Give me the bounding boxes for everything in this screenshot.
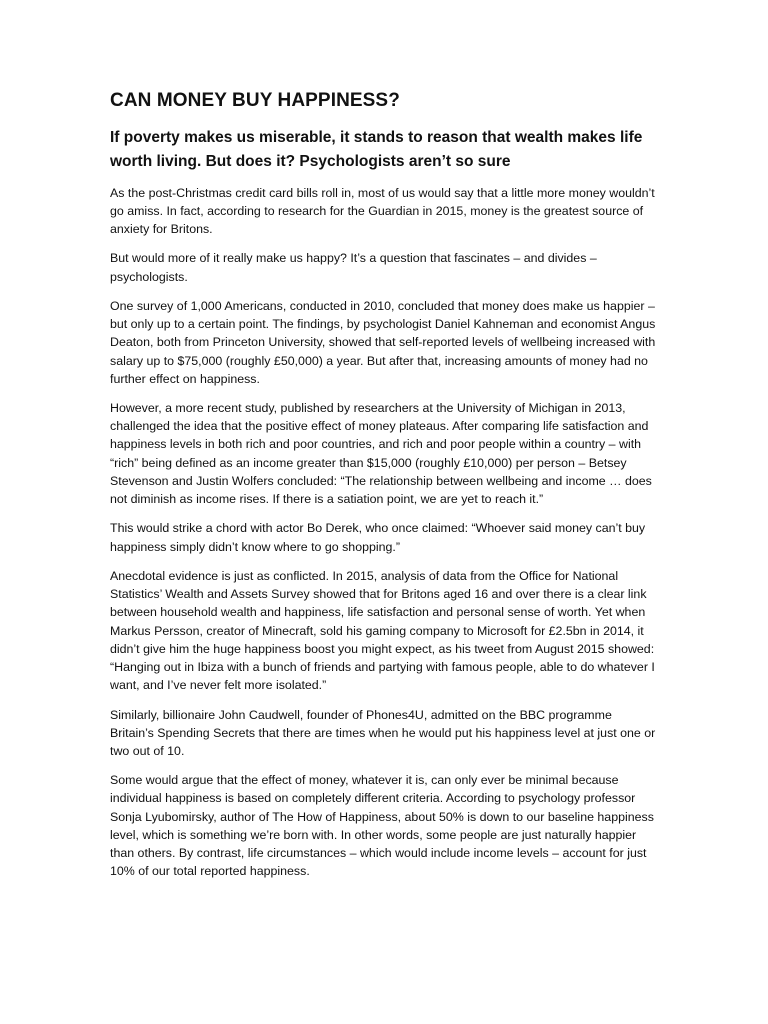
paragraph-3: One survey of 1,000 Americans, conducted in 2010, concluded that money does make us happier – but only up to a certain point. The findings, by psychologist Daniel Kahneman and economist Angus Deaton, both from Princeton University, showed that self-reported levels of wellbeing increased with salary up to $75,000 (roughly £50,000) a year. But after that, increasing amounts of money had no further effect on happiness.	[110, 298, 656, 386]
paragraph-8: Some would argue that the effect of money, whatever it is, can only ever be minimal because individual happiness is based on completely different criteria. According to psychology professor Sonja Lyubomirsky, author of The How of Happiness, about 50% is down to our baseline happiness level, which is something we’re born with. In other words, some people are just naturally happier than others. By contrast, life circumstances – which would include income levels – account for just 10% of our total reported happiness.	[110, 773, 654, 879]
article-subtitle: If poverty makes us miserable, it stands to reason that wealth makes life worth living. But does it? Psychologists aren’t so sure	[110, 128, 643, 170]
paragraph-5: This would strike a chord with actor Bo Derek, who once claimed: “Whoever said money can’t buy happiness simply didn’t know where to go shopping.”	[110, 521, 646, 554]
paragraph-7: Similarly, billionaire John Caudwell, founder of Phones4U, admitted on the BBC programme Britain’s Spending Secrets that there are times when he would put his happiness level at just one or two out of 10.	[110, 707, 656, 758]
document-page	[110, 88, 658, 892]
article-title: CAN MONEY BUY HAPPINESS?	[110, 90, 400, 111]
paragraph-4: However, a more recent study, published by researchers at the University of Michigan in 2013, challenged the idea that the positive effect of money plateaus. After comparing life satisfaction and happiness levels in both rich and poor countries, and rich and poor people within a country – with “rich” being defined as an income greater than $15,000 (roughly £10,000) per person – Betsey Stevenson and Justin Wolfers concluded: “The relationship between wellbeing and income … does not diminish as income rises. If there is a satiation point, we are yet to reach it.”	[110, 401, 652, 507]
paragraph-2: But would more of it really make us happy? It’s a question that fascinates – and divides – psychologists.	[110, 251, 597, 284]
paragraph-1: As the post-Christmas credit card bills roll in, most of us would say that a little more money wouldn’t go amiss. In fact, according to research for the Guardian in 2015, money is the greatest source of anxiety for Britons.	[110, 185, 655, 237]
paragraph-6: Anecdotal evidence is just as conflicted. In 2015, analysis of data from the Office for National Statistics’ Wealth and Assets Survey showed that for Britons aged 16 and over there is a clear link between household wealth and happiness, life satisfaction and personal sense of worth. Yet when Markus Persson, creator of Minecraft, sold his gaming company to Microsoft for £2.5bn in 2014, it didn’t give him the huge happiness boost you might expect, as his tweet from August 2015 showed: “Hanging out in Ibiza with a bunch of friends and partying with famous people, able to do whatever I want, and I’ve never felt more isolated.”	[110, 568, 655, 693]
